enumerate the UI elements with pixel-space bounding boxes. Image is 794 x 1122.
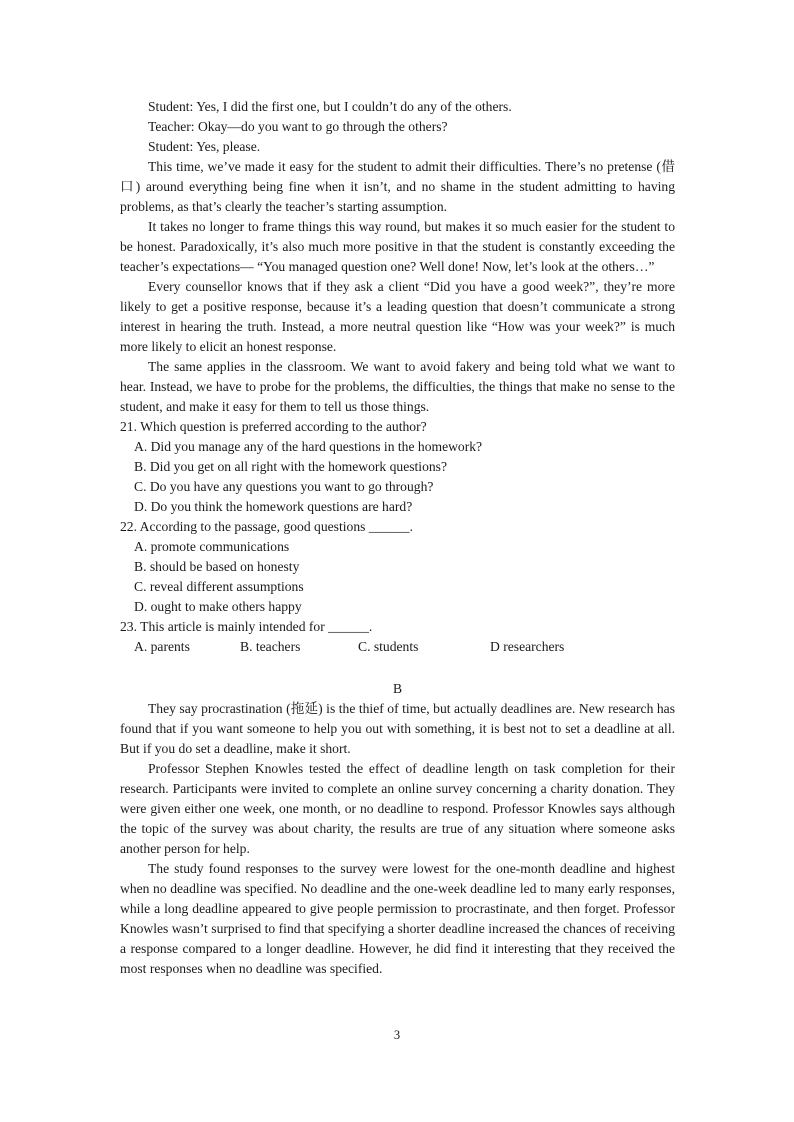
paragraph: Every counsellor knows that if they ask a client “Did you have a good week?”, they’re more likely to get a positive response, because it’s a leading question that doesn’t communicate a strong interest in hearing the truth. Instead, a more neutral question like “How was your week?” is much more likely to elicit an honest response. [120,279,675,354]
option: A. parents [134,639,190,654]
option: C. students [358,639,419,654]
paragraph: This time, we’ve made it easy for the student to admit their difficulties. There’s no pretense (借口) around everything being fine when it isn’t, and no shame in the student admitting to having problems, as that’s clearly the teacher’s starting assumption. [120,159,675,214]
section-heading: B [392,681,403,696]
question-23 [120,617,675,657]
paragraph: They say procrastination (拖延) is the thief of time, but actually deadlines are. New research has found that if you want someone to help you out with something, it is best not to set a deadline at all. But if you do set a deadline, make it short. [120,701,675,756]
paragraph: The study found responses to the survey were lowest for the one-month deadline and highest when no deadline was specified. No deadline and the one-week deadline led to many early responses, while a long deadline appeared to give people permission to procrastinate, and then forget. Professor Knowles wasn’t surprised to find that specifying a shorter deadline increased the chances of receiving a response compared to a longer deadline. However, he did find it interesting that they received the most responses when no deadline was specified. [120,861,675,976]
dialogue-line: Teacher: Okay—do you want to go through the others? [148,119,448,134]
page-number: 3 [393,1028,401,1042]
paragraph: Professor Stephen Knowles tested the effect of deadline length on task completion for their research. Participants were invited to complete an online survey concerning a charity donation. They were given either one week, one month, or no deadline to respond. Professor Knowles says although the topic of the survey was about charity, the results are true of any situation where someone asks another person for help. [120,761,675,856]
dialogue-line: Student: Yes, please. [148,139,261,154]
option-row [120,637,675,657]
dialogue-line: Student: Yes, I did the first one, but I couldn’t do any of the others. [148,99,512,114]
option: A. Did you manage any of the hard questions in the homework? [134,439,483,454]
option: B. should be based on honesty [134,559,300,574]
option: A. promote communications [134,539,290,554]
option: B. Did you get on all right with the homework questions? [134,459,447,474]
question-22 [120,517,675,617]
page-content [120,97,675,979]
option: D. Do you think the homework questions are hard? [134,499,413,514]
question-stem: 21. Which question is preferred according to the author? [120,419,427,434]
question-21 [120,417,675,517]
option: D. ought to make others happy [134,599,302,614]
option: D researchers [490,639,565,654]
option: B. teachers [240,639,301,654]
paragraph: It takes no longer to frame things this way round, but makes it so much easier for the student to be honest. Paradoxically, it’s also much more positive in that the student is constantly exceeding the teacher’s expectations— “You managed question one? Well done! Now, let’s look at the others…” [120,219,675,274]
question-stem: 22. According to the passage, good questions ______. [120,519,413,534]
paragraph: The same applies in the classroom. We want to avoid fakery and being told what we want to hear. Instead, we have to probe for the problems, the difficulties, the things that make no sense to the student, and make it easy for them to tell us those things. [120,359,675,414]
question-stem: 23. This article is mainly intended for ______. [120,619,373,634]
option: C. reveal different assumptions [134,579,304,594]
option: C. Do you have any questions you want to go through? [134,479,434,494]
